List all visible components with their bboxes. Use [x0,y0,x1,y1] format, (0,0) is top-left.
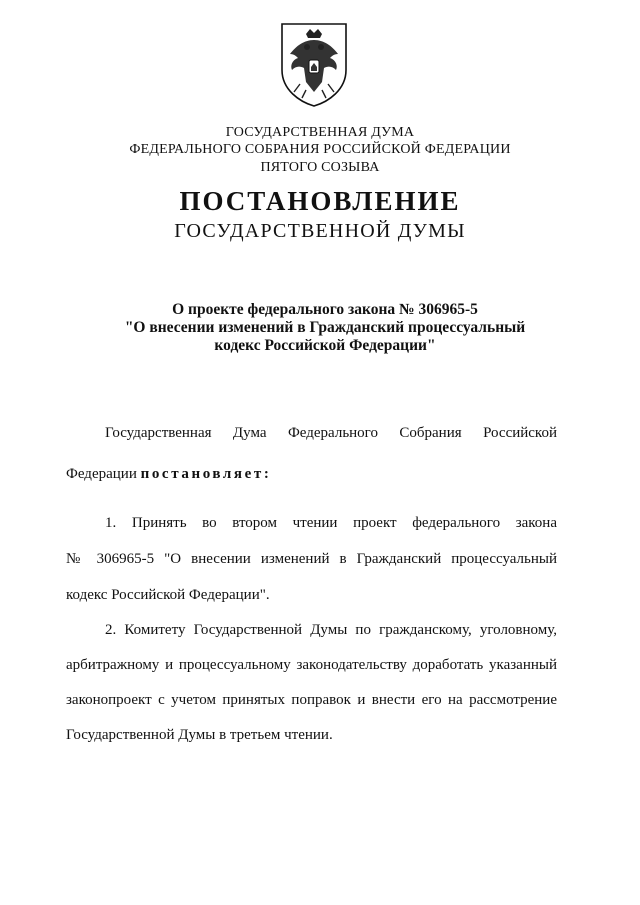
item1-line1: 1. Принять во втором чтении проект федерального закона [105,515,557,531]
org-name-line2: ФЕДЕРАЛЬНОГО СОБРАНИЯ РОССИЙСКОЙ ФЕДЕРАЦИИ [129,142,511,157]
intro-line1: Государственная Дума Федерального Собрания Российской [105,425,557,441]
item1-line2: № 306965-5 "О внесении изменений в Гражданский процессуальный [66,551,557,567]
document-issuer: ГОСУДАРСТВЕННОЙ ДУМЫ [174,220,466,242]
document-type: ПОСТАНОВЛЕНИЕ [179,186,461,216]
item2-line3: законопроект с учетом принятых поправок и внести его на рассмотрение [66,692,557,708]
subject-line2: "О внесении изменений в Гражданский процессуальный [124,319,526,336]
coat-of-arms-icon [276,20,352,108]
intro-line2 [66,466,271,483]
item2-line1: 2. Комитету Государственной Думы по гражданскому, уголовному, [105,622,557,638]
item1-line3: кодекс Российской Федерации". [66,587,270,603]
org-name-line1: ГОСУДАРСТВЕННАЯ ДУМА [225,125,415,140]
intro-line2-start: Федерации [66,466,141,482]
subject-line3: кодекс Российской Федерации" [214,337,436,354]
resolve-verb: постановляет: [140,466,272,482]
item2-line2: арбитражному и процессуальному законодательству доработать указанный [66,657,557,673]
org-name-line3: ПЯТОГО СОЗЫВА [260,160,380,175]
subject-line1: О проекте федерального закона № 306965-5 [172,301,478,318]
item2-line4: Государственной Думы в третьем чтении. [66,727,333,743]
